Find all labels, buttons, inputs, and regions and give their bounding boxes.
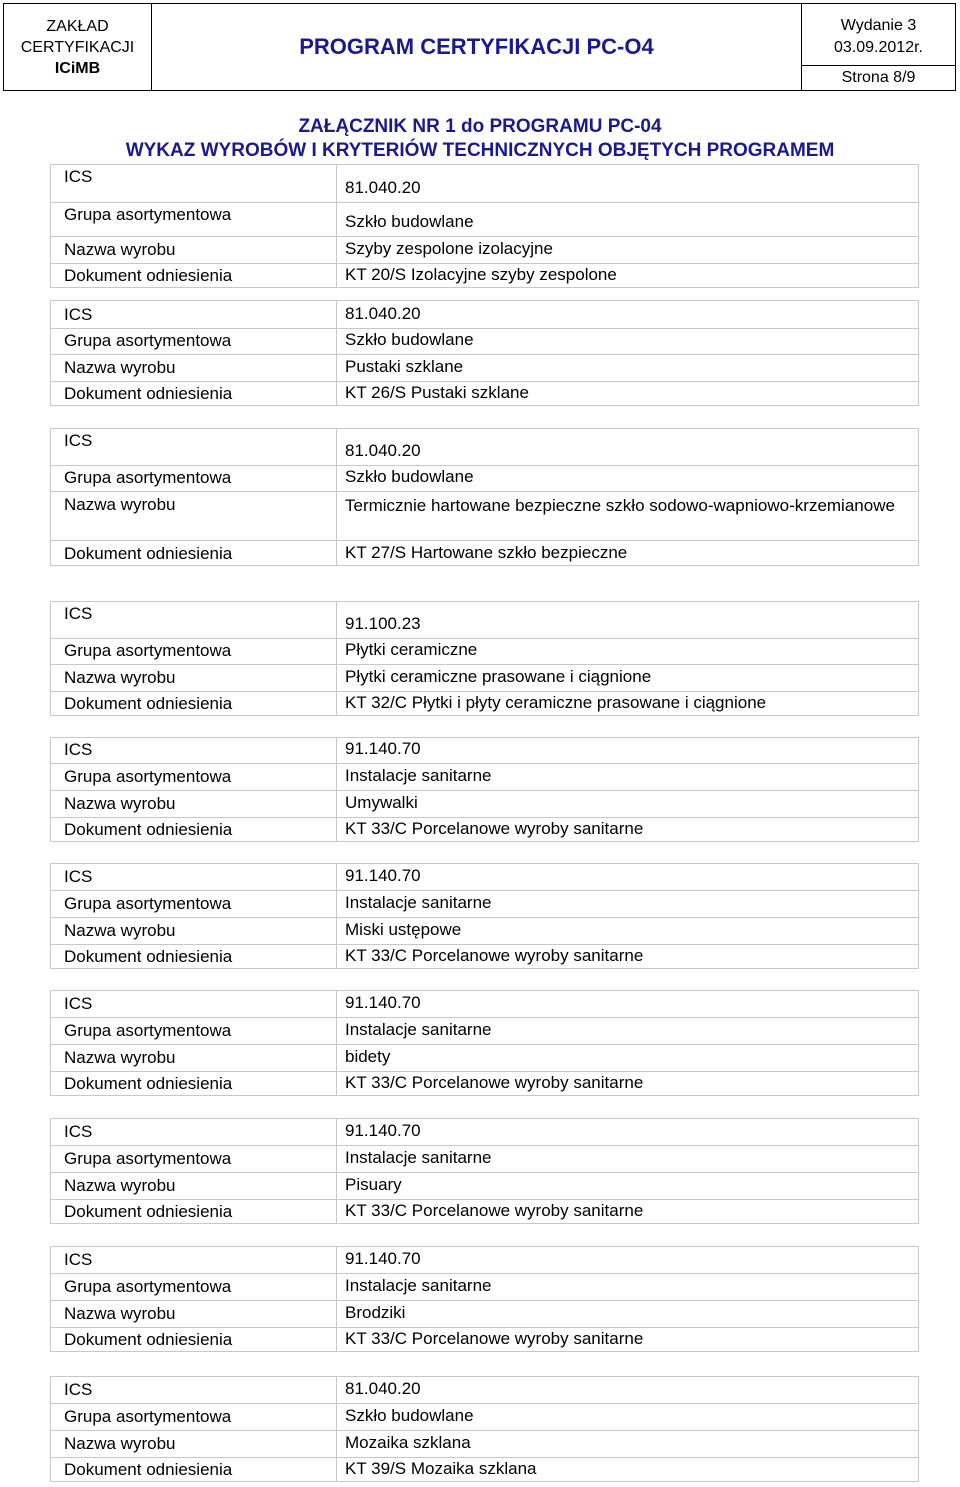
doc-value: KT 33/C Porcelanowe wyroby sanitarne bbox=[345, 946, 644, 965]
org-block bbox=[4, 4, 152, 90]
doc-value: KT 32/C Płytki i płyty ceramiczne prasowane i ciągnione bbox=[345, 693, 767, 712]
annex-title-line1: ZAŁĄCZNIK NR 1 do PROGRAMU PC-04 bbox=[298, 116, 662, 137]
ics-label: ICS bbox=[64, 431, 93, 450]
group-label: Grupa asortymentowa bbox=[64, 1407, 232, 1426]
doc-row bbox=[51, 1071, 918, 1097]
group-row bbox=[51, 328, 918, 354]
product-row bbox=[51, 1044, 918, 1071]
doc-label: Dokument odniesienia bbox=[64, 947, 233, 966]
product-label: Nazwa wyrobu bbox=[64, 1176, 176, 1195]
doc-row bbox=[51, 381, 918, 407]
group-value: Szkło budowlane bbox=[345, 1406, 474, 1425]
doc-value: KT 33/C Porcelanowe wyroby sanitarne bbox=[345, 1329, 644, 1348]
ics-label: ICS bbox=[64, 167, 93, 186]
product-value: Mozaika szklana bbox=[345, 1433, 471, 1452]
doc-row bbox=[51, 817, 918, 843]
ics-row bbox=[51, 602, 918, 638]
group-row bbox=[51, 890, 918, 917]
group-value: Instalacje sanitarne bbox=[345, 766, 492, 785]
group-label: Grupa asortymentowa bbox=[64, 1021, 232, 1040]
doc-value: KT 33/C Porcelanowe wyroby sanitarne bbox=[345, 1201, 644, 1220]
ics-value: 91.140.70 bbox=[345, 1249, 421, 1268]
group-label: Grupa asortymentowa bbox=[64, 1149, 232, 1168]
doc-row bbox=[51, 540, 918, 567]
group-value: Instalacje sanitarne bbox=[345, 893, 492, 912]
product-row bbox=[51, 790, 918, 817]
ics-value: 91.140.70 bbox=[345, 1121, 421, 1140]
product-label: Nazwa wyrobu bbox=[64, 1304, 176, 1323]
ics-value: 81.040.20 bbox=[345, 178, 421, 197]
ics-row bbox=[51, 1377, 918, 1403]
annex-title-line2: WYKAZ WYROBÓW I KRYTERIÓW TECHNICZNYCH OBJĘTYCH PROGRAMEM bbox=[125, 140, 835, 161]
group-value: Szkło budowlane bbox=[345, 212, 474, 231]
doc-value: KT 20/S Izolacyjne szyby zespolone bbox=[345, 265, 617, 284]
product-entry bbox=[50, 428, 919, 566]
doc-label: Dokument odniesienia bbox=[64, 1460, 233, 1479]
doc-label: Dokument odniesienia bbox=[64, 384, 233, 403]
ics-label: ICS bbox=[64, 867, 93, 886]
product-row bbox=[51, 917, 918, 944]
doc-row bbox=[51, 1457, 918, 1483]
group-row bbox=[51, 1273, 918, 1300]
ics-label: ICS bbox=[64, 604, 93, 623]
group-value: Instalacje sanitarne bbox=[345, 1276, 492, 1295]
ics-row bbox=[51, 991, 918, 1017]
document-header bbox=[3, 3, 956, 91]
group-row bbox=[51, 1145, 918, 1172]
ics-row bbox=[51, 864, 918, 890]
group-label: Grupa asortymentowa bbox=[64, 767, 232, 786]
product-label: Nazwa wyrobu bbox=[64, 794, 176, 813]
product-row bbox=[51, 491, 918, 540]
group-label: Grupa asortymentowa bbox=[64, 331, 232, 350]
product-label: Nazwa wyrobu bbox=[64, 921, 176, 940]
edition-label: Wydanie 3 bbox=[840, 16, 917, 34]
org-line3: ICiMB bbox=[54, 59, 101, 77]
product-value: bidety bbox=[345, 1047, 391, 1066]
ics-label: ICS bbox=[64, 1250, 93, 1269]
product-row bbox=[51, 1172, 918, 1199]
doc-label: Dokument odniesienia bbox=[64, 1330, 233, 1349]
group-row bbox=[51, 1017, 918, 1044]
ics-label: ICS bbox=[64, 305, 93, 324]
product-entry bbox=[50, 990, 919, 1096]
product-label: Nazwa wyrobu bbox=[64, 495, 176, 514]
doc-label: Dokument odniesienia bbox=[64, 544, 233, 563]
group-row bbox=[51, 638, 918, 664]
product-row bbox=[51, 664, 918, 691]
product-entry bbox=[50, 164, 919, 288]
group-value: Instalacje sanitarne bbox=[345, 1020, 492, 1039]
ics-row bbox=[51, 1119, 918, 1145]
product-value: Termicznie hartowane bezpieczne szkło sodowo-wapniowo-krzemianowe bbox=[345, 496, 895, 515]
group-label: Grupa asortymentowa bbox=[64, 894, 232, 913]
doc-label: Dokument odniesienia bbox=[64, 820, 233, 839]
ics-label: ICS bbox=[64, 740, 93, 759]
doc-row bbox=[51, 944, 918, 970]
group-row bbox=[51, 763, 918, 790]
product-label: Nazwa wyrobu bbox=[64, 668, 176, 687]
product-label: Nazwa wyrobu bbox=[64, 1434, 176, 1453]
group-row bbox=[51, 1403, 918, 1430]
group-row bbox=[51, 202, 918, 236]
edition-block bbox=[802, 4, 955, 90]
group-label: Grupa asortymentowa bbox=[64, 468, 232, 487]
ics-row bbox=[51, 738, 918, 763]
ics-row bbox=[51, 301, 918, 328]
product-value: Brodziki bbox=[345, 1303, 406, 1322]
doc-value: KT 33/C Porcelanowe wyroby sanitarne bbox=[345, 1073, 644, 1092]
doc-value: KT 39/S Mozaika szklana bbox=[345, 1459, 537, 1478]
product-value: Pisuary bbox=[345, 1175, 402, 1194]
product-entry bbox=[50, 1118, 919, 1224]
product-value: Pustaki szklane bbox=[345, 357, 464, 376]
product-entry bbox=[50, 300, 919, 406]
org-line2: CERTYFIKACJI bbox=[20, 38, 135, 56]
doc-row bbox=[51, 691, 918, 717]
group-label: Grupa asortymentowa bbox=[64, 641, 232, 660]
doc-row bbox=[51, 263, 918, 289]
product-entry bbox=[50, 737, 919, 842]
product-row bbox=[51, 1430, 918, 1457]
org-line1: ZAKŁAD bbox=[46, 17, 109, 35]
group-label: Grupa asortymentowa bbox=[64, 205, 232, 224]
ics-row bbox=[51, 165, 918, 202]
product-entry bbox=[50, 1376, 919, 1482]
ics-value: 91.100.23 bbox=[345, 614, 421, 633]
product-label: Nazwa wyrobu bbox=[64, 240, 176, 259]
ics-row bbox=[51, 429, 918, 465]
doc-value: KT 27/S Hartowane szkło bezpieczne bbox=[345, 543, 628, 562]
product-entry bbox=[50, 601, 919, 716]
product-row bbox=[51, 236, 918, 263]
edition-date: 03.09.2012r. bbox=[834, 38, 923, 56]
product-value: Szyby zespolone izolacyjne bbox=[345, 239, 553, 258]
ics-value: 81.040.20 bbox=[345, 1379, 421, 1398]
page-number: Strona 8/9 bbox=[841, 69, 916, 86]
ics-label: ICS bbox=[64, 1122, 93, 1141]
doc-label: Dokument odniesienia bbox=[64, 694, 233, 713]
product-row bbox=[51, 1300, 918, 1327]
group-value: Szkło budowlane bbox=[345, 330, 474, 349]
product-value: Miski ustępowe bbox=[345, 920, 462, 939]
ics-label: ICS bbox=[64, 1380, 93, 1399]
doc-row bbox=[51, 1199, 918, 1225]
ics-value: 91.140.70 bbox=[345, 866, 421, 885]
ics-value: 81.040.20 bbox=[345, 441, 421, 460]
doc-row bbox=[51, 1327, 918, 1353]
group-label: Grupa asortymentowa bbox=[64, 1277, 232, 1296]
product-label: Nazwa wyrobu bbox=[64, 1048, 176, 1067]
group-value: Szkło budowlane bbox=[345, 467, 474, 486]
product-entry bbox=[50, 863, 919, 969]
group-value: Instalacje sanitarne bbox=[345, 1148, 492, 1167]
product-label: Nazwa wyrobu bbox=[64, 358, 176, 377]
product-row bbox=[51, 354, 918, 381]
edition-info bbox=[802, 4, 955, 66]
ics-value: 91.140.70 bbox=[345, 993, 421, 1012]
doc-label: Dokument odniesienia bbox=[64, 1202, 233, 1221]
doc-value: KT 26/S Pustaki szklane bbox=[345, 383, 529, 402]
doc-value: KT 33/C Porcelanowe wyroby sanitarne bbox=[345, 819, 644, 838]
product-value: Płytki ceramiczne prasowane i ciągnione bbox=[345, 667, 652, 686]
product-value: Umywalki bbox=[345, 793, 418, 812]
doc-label: Dokument odniesienia bbox=[64, 1074, 233, 1093]
group-row bbox=[51, 465, 918, 491]
ics-label: ICS bbox=[64, 994, 93, 1013]
ics-row bbox=[51, 1247, 918, 1273]
ics-value: 91.140.70 bbox=[345, 739, 421, 758]
group-value: Płytki ceramiczne bbox=[345, 640, 478, 659]
doc-label: Dokument odniesienia bbox=[64, 266, 233, 285]
ics-value: 81.040.20 bbox=[345, 304, 421, 323]
product-entry bbox=[50, 1246, 919, 1352]
program-title: PROGRAM CERTYFIKACJI PC-O4 bbox=[152, 4, 802, 90]
